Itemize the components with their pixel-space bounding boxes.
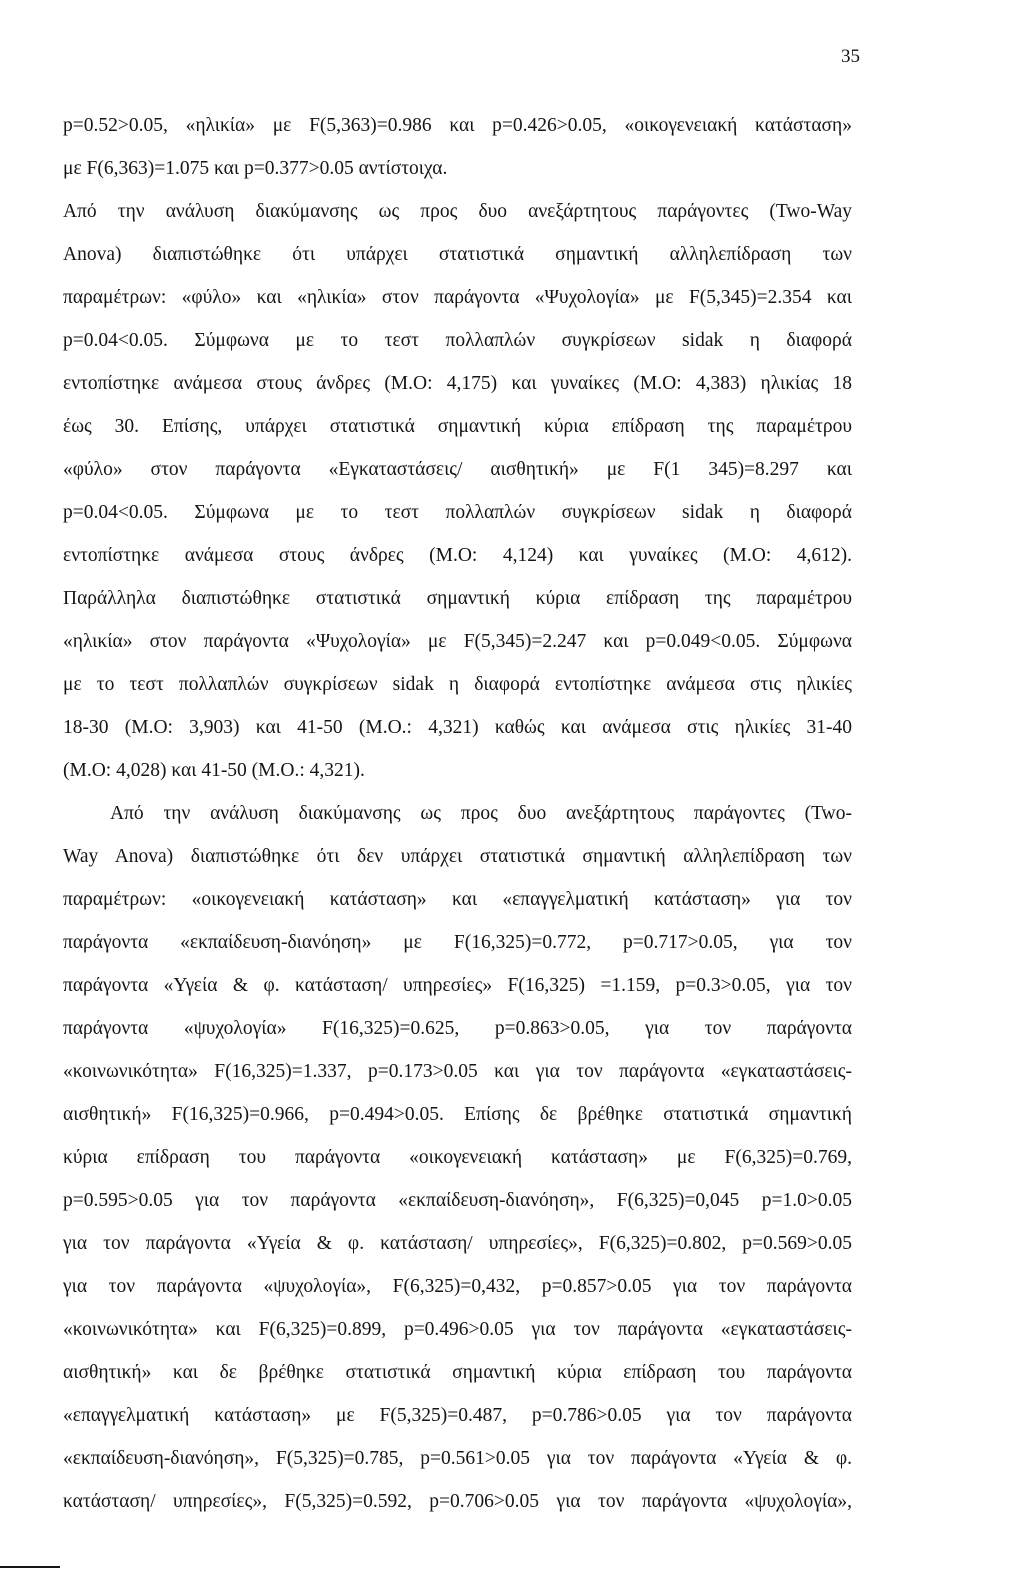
text-line: (Μ.Ο: 4,028) και 41-50 (Μ.Ο.: 4,321). [63, 760, 365, 781]
text-line: αισθητική» και δε βρέθηκε στατιστικά σημαντική κύρια επίδραση του παράγοντα [63, 1362, 852, 1383]
text-line: αισθητική» F(16,325)=0.966, p=0.494>0.05. Επίσης δε βρέθηκε στατιστικά σημαντική [63, 1104, 852, 1125]
text-line: Anova) διαπιστώθηκε ότι υπάρχει στατιστικά σημαντική αλληλεπίδραση των [63, 244, 852, 265]
text-line: κατάσταση/ υπηρεσίες», F(5,325)=0.592, p=0.706>0.05 για τον παράγοντα «ψυχολογία», [63, 1491, 852, 1512]
text-line: 18-30 (Μ.Ο: 3,903) και 41-50 (Μ.Ο.: 4,321) καθώς και ανάμεσα στις ηλικίες 31-40 [63, 717, 852, 738]
text-line: κύρια επίδραση του παράγοντα «οικογενειακή κατάσταση» με F(6,325)=0.769, [63, 1147, 852, 1168]
text-line: παράγοντα «Υγεία & φ. κατάσταση/ υπηρεσίες» F(16,325) =1.159, p=0.3>0.05, για τον [63, 975, 852, 996]
text-line: «φύλο» στον παράγοντα «Εγκαταστάσεις/ αισθητική» με F(1 345)=8.297 και [63, 459, 852, 480]
text-line: Παράλληλα διαπιστώθηκε στατιστικά σημαντική κύρια επίδραση της παραμέτρου [63, 588, 852, 609]
text-line: p=0.595>0.05 για τον παράγοντα «εκπαίδευση-διανόηση», F(6,325)=0,045 p=1.0>0.05 [63, 1190, 852, 1211]
text-line: εντοπίστηκε ανάμεσα στους άνδρες (Μ.Ο: 4,175) και γυναίκες (Μ.Ο: 4,383) ηλικίας 18 [63, 373, 852, 394]
text-line: Way Anova) διαπιστώθηκε ότι δεν υπάρχει στατιστικά σημαντική αλληλεπίδραση των [63, 846, 852, 867]
text-line: εντοπίστηκε ανάμεσα στους άνδρες (Μ.Ο: 4,124) και γυναίκες (Μ.Ο: 4,612). [63, 545, 852, 566]
text-line: παραμέτρων: «οικογενειακή κατάσταση» και «επαγγελματική κατάσταση» για τον [63, 889, 852, 910]
text-line: «κοινωνικότητα» F(16,325)=1.337, p=0.173>0.05 και για τον παράγοντα «εγκαταστάσεις- [63, 1061, 852, 1082]
text-line: παράγοντα «ψυχολογία» F(16,325)=0.625, p=0.863>0.05, για τον παράγοντα [63, 1018, 852, 1039]
text-line: «εκπαίδευση-διανόηση», F(5,325)=0.785, p=0.561>0.05 για τον παράγοντα «Υγεία & φ. [63, 1448, 852, 1469]
text-line: «ηλικία» στον παράγοντα «Ψυχολογία» με F(5,345)=2.247 και p=0.049<0.05. Σύμφωνα [63, 631, 852, 652]
text-line: p=0.04<0.05. Σύμφωνα με το τεστ πολλαπλών συγκρίσεων sidak η διαφορά [63, 330, 852, 351]
text-line: έως 30. Επίσης, υπάρχει στατιστικά σημαντική κύρια επίδραση της παραμέτρου [63, 416, 852, 437]
footer-rule [0, 1566, 60, 1568]
text-line: p=0.52>0.05, «ηλικία» με F(5,363)=0.986 και p=0.426>0.05, «οικογενειακή κατάσταση» [63, 115, 852, 136]
text-line: Από την ανάλυση διακύμανσης ως προς δυο ανεξάρτητους παράγοντες (Two-Way [63, 201, 852, 222]
text-line: για τον παράγοντα «ψυχολογία», F(6,325)=0,432, p=0.857>0.05 για τον παράγοντα [63, 1276, 852, 1297]
text-line: παραμέτρων: «φύλο» και «ηλικία» στον παράγοντα «Ψυχολογία» με F(5,345)=2.354 και [63, 287, 852, 308]
page-number: 35 [841, 46, 860, 67]
text-line: με F(6,363)=1.075 και p=0.377>0.05 αντίστοιχα. [63, 158, 448, 179]
text-line: παράγοντα «εκπαίδευση-διανόηση» με F(16,325)=0.772, p=0.717>0.05, για τον [63, 932, 852, 953]
text-line: «κοινωνικότητα» και F(6,325)=0.899, p=0.496>0.05 για τον παράγοντα «εγκαταστάσεις- [63, 1319, 852, 1340]
text-line: p=0.04<0.05. Σύμφωνα με το τεστ πολλαπλών συγκρίσεων sidak η διαφορά [63, 502, 852, 523]
text-line: «επαγγελματική κατάσταση» με F(5,325)=0.487, p=0.786>0.05 για τον παράγοντα [63, 1405, 852, 1426]
text-line: Από την ανάλυση διακύμανσης ως προς δυο ανεξάρτητους παράγοντες (Two- [110, 803, 852, 824]
text-line: με το τεστ πολλαπλών συγκρίσεων sidak η διαφορά εντοπίστηκε ανάμεσα στις ηλικίες [63, 674, 852, 695]
text-line: για τον παράγοντα «Υγεία & φ. κατάσταση/ υπηρεσίες», F(6,325)=0.802, p=0.569>0.05 [63, 1233, 852, 1254]
